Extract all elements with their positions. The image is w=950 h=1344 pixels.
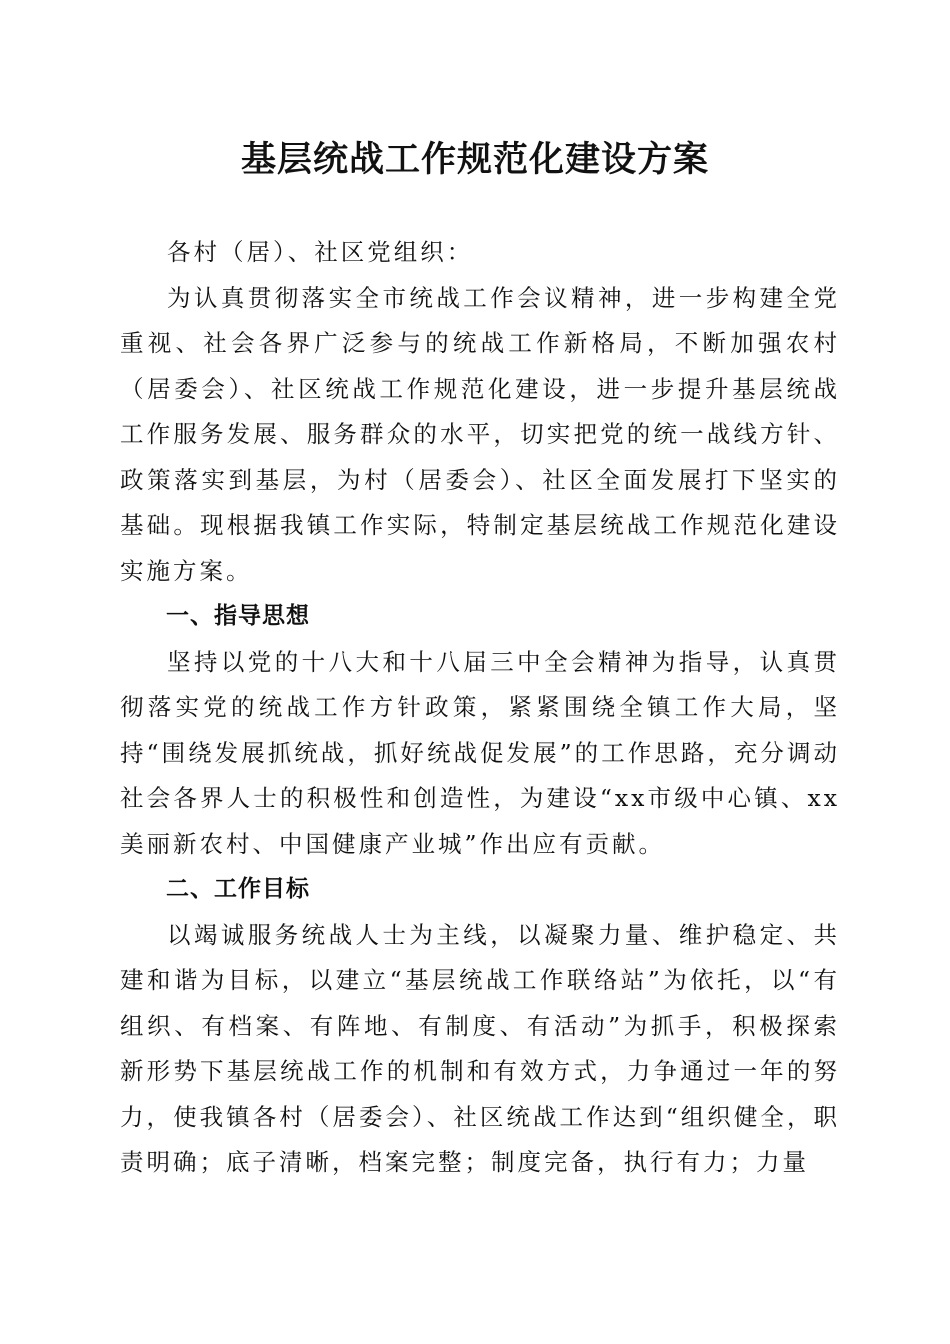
salutation: 各村（居）、社区党组织：	[167, 238, 474, 266]
section-paragraph-work-goals: 以竭诚服务统战人士为主线，以凝聚力量、维护稳定、共建和谐为目标，以建立“基层统战工作联络站”为依托，以“有组织、有档案、有阵地、有制度、有活动”为抓手，积极探索新形势下基层统战工作的机制和有效方式，力争通过一年的努力，使我镇各村（居委会）、社区统战工作达到“组织健全，职责明确；底子清晰，档案完整；制度完备，执行有力；力量	[120, 920, 840, 1176]
document-body	[120, 230, 840, 1186]
section-paragraph-guiding-thought: 坚持以党的十八大和十八届三中全会精神为指导，认真贯彻落实党的统战工作方针政策，紧紧围绕全镇工作大局，坚持“围绕发展抓统战，抓好统战促发展”的工作思路，充分调动社会各界人士的积极性和创造性，为建设“xx市级中心镇、xx美丽新农村、中国健康产业城”作出应有贡献。	[120, 647, 840, 858]
section-heading-guiding-thought: 一、指导思想	[166, 603, 310, 629]
intro-paragraph: 为认真贯彻落实全市统战工作会议精神，进一步构建全党重视、社会各界广泛参与的统战工作新格局，不断加强农村（居委会）、社区统战工作规范化建设，进一步提升基层统战工作服务发展、服务群众的水平，切实把党的统一战线方针、政策落实到基层，为村（居委会）、社区全面发展打下坚实的基础。现根据我镇工作实际，特制定基层统战工作规范化建设实施方案。	[120, 283, 840, 585]
section-heading-work-goals: 二、工作目标	[166, 876, 310, 902]
document-title: 基层统战工作规范化建设方案	[240, 139, 709, 180]
